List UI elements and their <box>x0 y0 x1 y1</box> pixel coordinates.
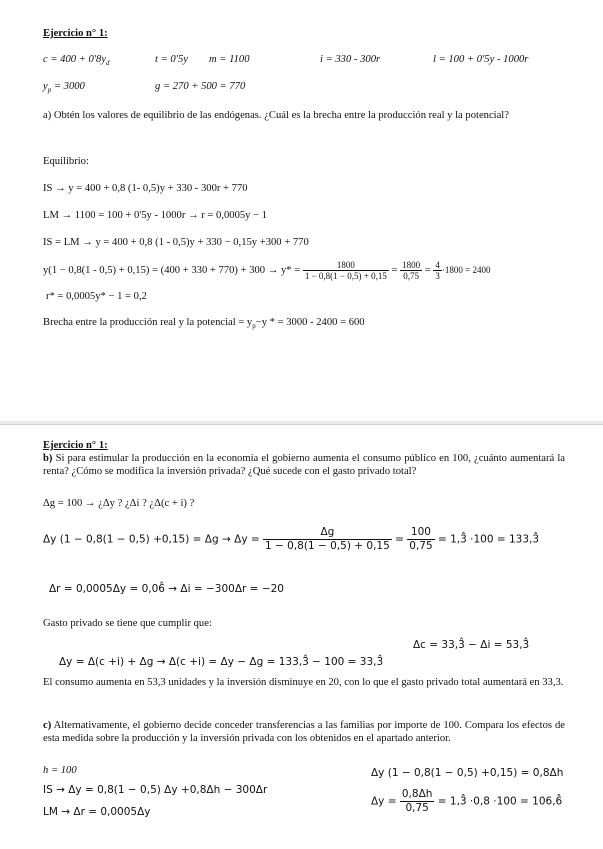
document-page-1 <box>0 0 603 421</box>
is-lm-equation: IS = LM → y = 400 + 0,8 (1 - 0,5)y + 330 − 0,15y +300 + 770 <box>43 237 309 248</box>
fraction-delta-g-over-denominator: $\frac{\Delta g}{1 - 0,8(1 - 0,5) + 0,15}$ <box>265 526 390 552</box>
eq-delta-c-plus-i: Δy = Δ(c +i) + Δg → Δ(c +i) = Δy − Δg = 133,3̂ − 100 = 33,3̂ <box>59 656 384 668</box>
question-c: c) Alternativamente, el gobierno decide conceder transferencias a las familias por importe de 100. Compara los efectos de esta medida sobre la producción y la inversión privada con los obtenidos en el apartado anterior. <box>43 720 565 744</box>
fraction-1800-over-075: $\frac{1800}{0,75}$ <box>402 260 421 281</box>
exercise-title-2: Ejercicio n° 1: <box>43 440 108 451</box>
eq-delta-y: Δy (1 − 0,8(1 − 0,5) +0,15) = Δg → Δy = $\frac{\Delta g}{1 - 0,8(1 - 0,5) + 0,15}$ = $\frac{100}{0,75}$ = 1,3̂ ·100 = 133,3̂ <box>43 526 540 552</box>
lm-equation: LM → 1100 = 100 + 0'5y - 1000r → r = 0,0005y − 1 <box>43 210 268 221</box>
government-spending: g = 270 + 500 = 770 <box>155 81 246 92</box>
exercise-title: Ejercicio n° 1: <box>43 28 108 39</box>
is-equation: IS → y = 400 + 0,8 (1- 0,5)y + 330 - 300r + 770 <box>43 183 248 194</box>
document-page-2 <box>0 424 603 849</box>
fraction-08dh-over-075: $\frac{0,8\Delta h}{0,75}$ <box>401 788 433 814</box>
equilibrio-label: Equilibrio: <box>43 156 89 167</box>
r-star-equation: r* = 0,0005y* − 1 = 0,2 <box>46 291 147 302</box>
money-demand-function: l = 100 + 0'5y - 1000r <box>433 54 529 65</box>
money-supply: m = 1100 <box>209 54 250 65</box>
solve-equation: y(1 − 0,8(1 - 0,5) + 0,15) = (400 + 330 + 770) + 300 → y* = $\frac{1800}{1 - 0,8(1 - 0,5) + 0,15}$ = $\frac{1800}{0,75}$ = $\frac{4}{3}$ ·1800 = 2400 <box>43 260 491 281</box>
consumption-function: $c = 400 + 0'8y_d$ <box>43 54 110 68</box>
investment-function: i = 330 - 300r <box>320 54 381 65</box>
fraction-4-over-3: $\frac{4}{3}$ <box>435 260 440 281</box>
delta-questions: Δg = 100 → ¿Δy ? ¿Δi ? ¿Δ(c + i) ? <box>43 498 195 509</box>
potential-output: $y_p = 3000$ <box>43 81 85 95</box>
conclusion-b: El consumo aumenta en 53,3 unidades y la inversión disminuye en 20, con lo que el gasto privado total aumentará en 33,3. <box>43 677 564 688</box>
fraction-100-over-075: $\frac{100}{0,75}$ <box>409 526 433 552</box>
gasto-privado-label: Gasto privado se tiene que cumplir que: <box>43 618 212 629</box>
eq-delta-c: Δc = 33,3̂ − Δi = 53,3̂ <box>413 639 530 651</box>
is-c-equation: IS → Δy = 0,8(1 − 0,5) Δy +0,8Δh − 300Δr <box>43 784 268 796</box>
question-b: b) Si para estimular la producción en la economía el gobierno aumenta el consumo público en 100, ¿cuánto aumentará la renta? ¿Cómo se modifica la inversión privada? ¿Qué sucede con el gasto privado total? <box>43 453 565 477</box>
fraction-1800-over-denominator: $\frac{1800}{1 - 0,8(1 - 0,5) + 0,15}$ <box>304 260 387 281</box>
tax-function: t = 0'5y <box>155 54 188 65</box>
h-value: h = 100 <box>43 765 77 776</box>
eq-delta-r: Δr = 0,0005Δy = 0,06̂ → Δi = −300Δr = −20 <box>49 583 284 595</box>
brecha-line: Brecha entre la producción real y la potencial = $y_p-y$ * = 3000 - 2400 = 600 <box>43 317 365 331</box>
question-a: a) Obtén los valores de equilibrio de las endógenas. ¿Cuál es la brecha entre la producción real y la potencial? <box>43 110 509 121</box>
lm-c-equation: LM → Δr = 0,0005Δy <box>43 806 151 818</box>
eq-c2: Δy = $\frac{0,8\Delta h}{0,75}$ = 1,3̂ ·0,8 ·100 = 106,6̂ <box>371 788 563 814</box>
eq-c1: Δy (1 − 0,8(1 − 0,5) +0,15) = 0,8Δh <box>371 767 564 779</box>
